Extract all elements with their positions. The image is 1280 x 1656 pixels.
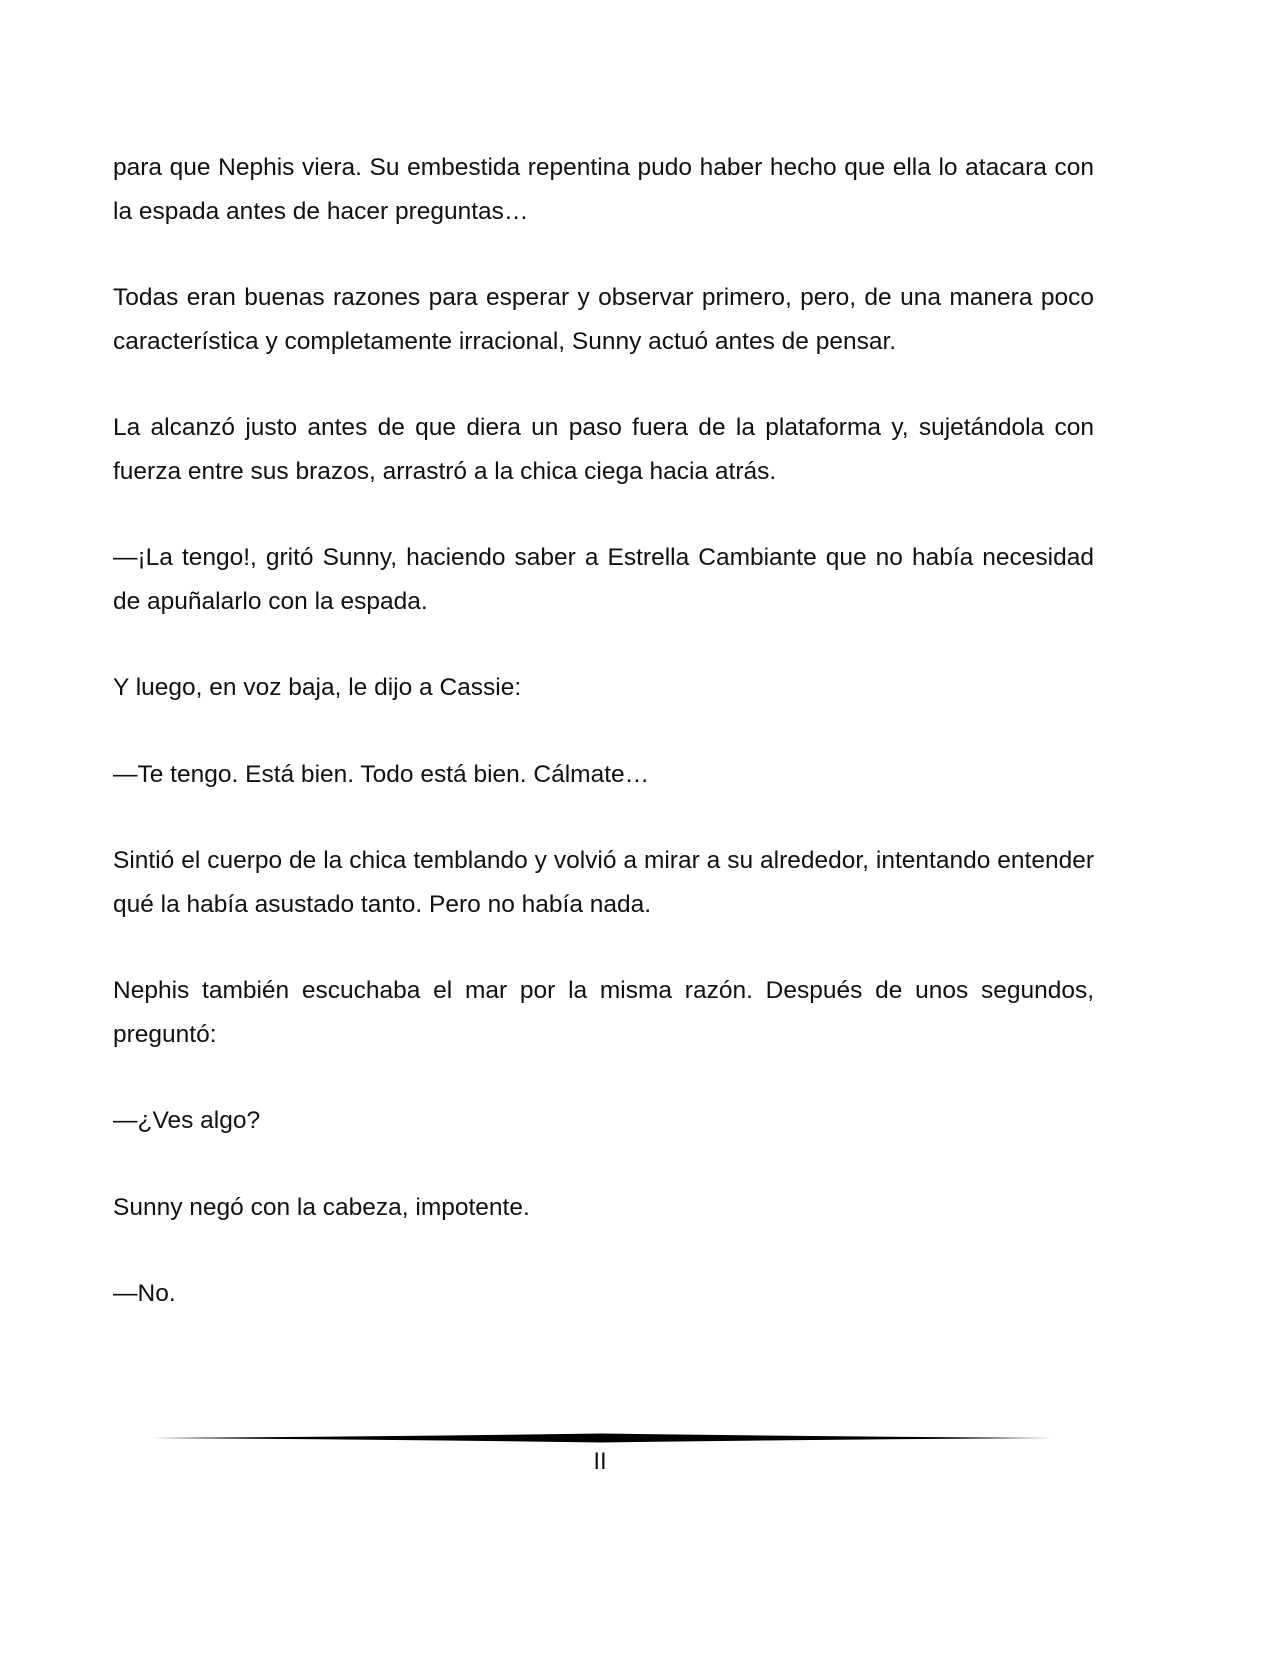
paragraph: —No. xyxy=(113,1280,176,1307)
footer-divider xyxy=(152,1432,1052,1444)
page-number: II xyxy=(593,1448,607,1475)
paragraph: Sunny negó con la cabeza, impotente. xyxy=(113,1193,530,1221)
document-body xyxy=(113,146,1094,1359)
paragraph: Todas eran buenas razones para esperar y observar primero, pero, de una manera poco característica y completamente irracional, Sunny actuó antes de pensar. xyxy=(113,284,1094,355)
paragraph: Y luego, en voz baja, le dijo a Cassie: xyxy=(113,674,522,701)
paragraph: —¿Ves algo? xyxy=(113,1107,261,1134)
paragraph: La alcanzó justo antes de que diera un paso fuera de la plataforma y, sujetándola con fuerza entre sus brazos, arrastró a la chica ciega hacia atrás. xyxy=(113,414,1094,485)
paragraph: Nephis también escuchaba el mar por la misma razón. Después de unos segundos, preguntó: xyxy=(113,977,1094,1048)
paragraph: —Te tengo. Está bien. Todo está bien. Cálmate… xyxy=(113,760,650,788)
paragraph: —¡La tengo!, gritó Sunny, haciendo saber a Estrella Cambiante que no había necesidad de apuñalarlo con la espada. xyxy=(113,544,1094,615)
paragraph: Sintió el cuerpo de la chica temblando y volvió a mirar a su alrededor, intentando entender qué la había asustado tanto. Pero no había nada. xyxy=(113,847,1094,918)
paragraph: para que Nephis viera. Su embestida repentina pudo haber hecho que ella lo atacara con la espada antes de hacer preguntas… xyxy=(113,154,1094,225)
